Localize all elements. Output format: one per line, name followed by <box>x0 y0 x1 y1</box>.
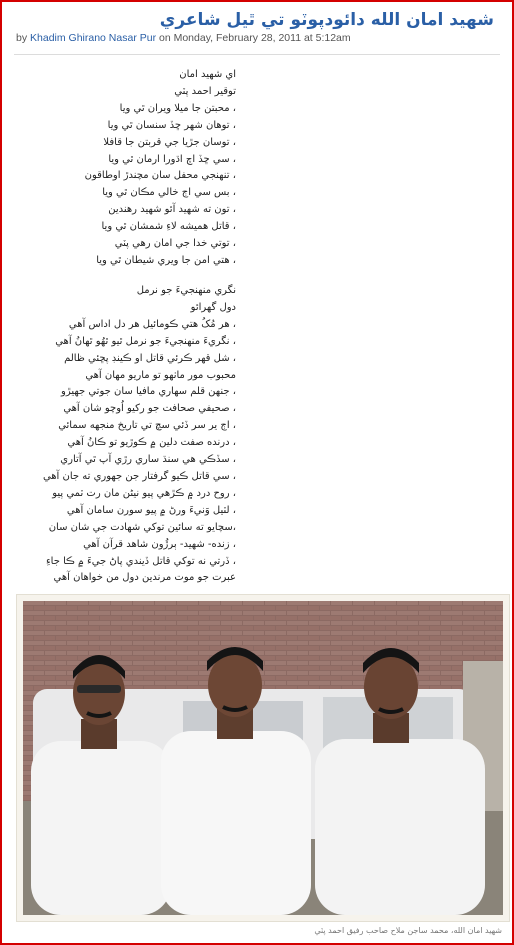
poem-line: ،سچايو ته سائين توکي شهادت جي شان سان <box>48 521 236 533</box>
post-date: on Monday, February 28, 2011 at 5:12am <box>159 32 351 44</box>
byline-prefix: by <box>16 32 28 44</box>
poem-line: اي شهيد امان <box>179 69 236 80</box>
poem-line: ، هتي امن جا ويري شيطان ٿي ويا <box>96 254 236 266</box>
poem-line: توقير احمد پٽي <box>174 85 236 97</box>
poem-line: عبرت جو موت مرندين دول من خواهان آهي <box>53 572 236 584</box>
poem-stanza-1 <box>6 67 236 270</box>
poem-line: ، نگريءَ منهنجيءَ جو نرمل ٿيو ٿهُو ٿهانُ آهي <box>55 335 236 347</box>
poem-line: ، قاتل هميشه لاءِ شمشان ٿي ويا <box>101 221 236 233</box>
post-byline <box>16 32 351 44</box>
poem-line: محبوب مور ماٺهو تو ماريو مهان آهي <box>85 369 236 381</box>
group-photo <box>16 594 510 922</box>
poem-line: ، سڏڪي هي سنڌ ساري رڙي آپ ٿي آتاري <box>60 454 236 466</box>
poem-line: دول گهرائو <box>190 301 236 313</box>
poem-line: ، توسان جڙيا جي قربتن جا قافلا <box>103 136 236 148</box>
poem-line: ، توتي خدا جي امان رهي پٽي <box>114 238 236 250</box>
poem-line: ، اڄ ير سر ڏئي سچ تي تاريخ منجهه سمائي <box>58 420 236 432</box>
poem-line: ، محبتن جا ميلا ويران ٿي ويا <box>119 102 236 114</box>
photo-caption: شهيد امان الله، محمد ساجن ملاح صاحب رفيق احمد پٽي <box>314 926 502 935</box>
poem-line: ، جنهن قلم سهاري مافيا سان جوتي جهيڙو <box>61 386 236 398</box>
poem-line: ، تون ته شهيد آئو شهيد رهندين <box>108 204 236 216</box>
poem-line: ، سي قاتل ڪيو گرفتار جن جهوري ته جان آهي <box>42 470 236 482</box>
author-link[interactable]: Khadim Ghirano Nasar Pur <box>30 32 157 44</box>
poem-line: ، بس سي اڄ خالي مڪان ٿي ويا <box>102 187 236 199</box>
title-divider <box>14 54 500 55</box>
poem-line: ، درنده صفت دلين ۾ ڪوڙيو تو ڪانُ آهي <box>67 437 236 449</box>
poem-line: ، روح درد ۾ ڪڙهي پيو نيڻن مان رت ٽمي پيو <box>52 487 236 499</box>
poem-line: ، توهان شهر ڇڏ سنسان ٿي ويا <box>107 119 236 131</box>
poem-line: ، ڏرتي نه توکي قاتل ڏيندي پاڻ جيءَ ۾ ڪا جاءِ <box>45 555 236 567</box>
poem-line: ، سي ڇڏ اچ اڌورا ارمان ٿي ويا <box>108 153 236 165</box>
post-title[interactable]: شهيد امان الله دائودپوٽو تي ٿيل شاعري <box>159 10 494 30</box>
poem-stanza-2 <box>6 283 236 587</box>
poem-line: ، شل قهر ڪرئي قاتل او ڪينڊ پڇئي ظالم <box>64 352 236 364</box>
poem-line: ، هر مُکُ هتي ڪومائيل هر دل اداس آهي <box>68 318 236 330</box>
poem-line: ، تنهنجي محفل سان مچندڙ اوطاقون <box>84 170 236 182</box>
poem-line: ، صحيفي صحافت جو رکيو اُوچو شان آهي <box>63 403 236 415</box>
poem-line: ، لٽيل وَنيءَ ورڻ ۾ پيو سورن سامان آهي <box>66 504 236 516</box>
photo-illustration <box>23 601 503 915</box>
poem-line: ، زنده- شهيد- ٻرڙُون شاهد قرآن آهي <box>83 538 236 550</box>
poem-line: نگري منهنجيءَ جو نرمل <box>136 285 236 296</box>
